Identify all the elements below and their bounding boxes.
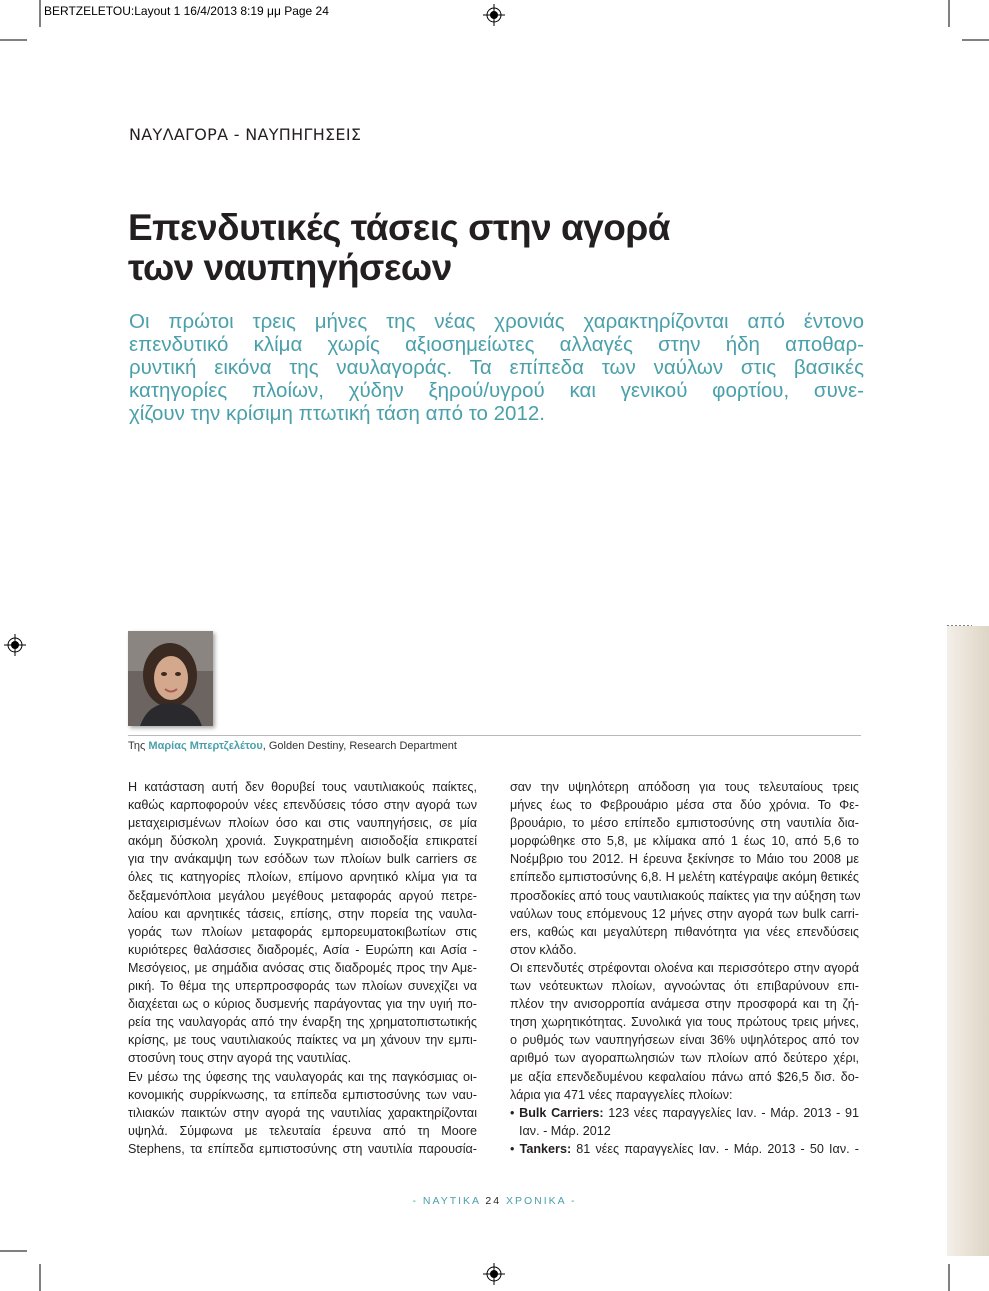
registration-mark-top	[483, 4, 505, 26]
text-line: μήνες έως το Φεβρουάριο μέσα στα δύο χρόνια. Το Φε-	[510, 798, 859, 813]
bullet-label: Bulk Carriers:	[519, 1105, 604, 1120]
text-line: λαίου και αρνητικές τάσεις, επίσης, στην πορεία της ναυλα-	[128, 906, 477, 921]
text-line: Stephens, τα επίπεδα εμπιστοσύνης στη ναυτιλία παρουσία-	[128, 1141, 477, 1156]
text-line: πλέον την ανισορροπία ανάμεσα στην προσφορά και τη ζή-	[510, 997, 859, 1012]
author-photo	[128, 631, 213, 726]
lede-line: επενδυτικό κλίμα χωρίς αξιοσημείωτες αλλαγές στην ήδη αποθαρ-	[129, 333, 864, 356]
article-lede	[129, 310, 864, 425]
text-line: με αξία επενδεδυμένου κεφαλαίου πάνω από $26,5 δισ. δο-	[510, 1069, 859, 1084]
text-line: Εν μέσω της ύφεσης της ναυλαγοράς και της παγκόσμιας οι-	[128, 1069, 477, 1084]
text-line: υψηλά. Σύμφωνα με τελευταία έρευνα από τη Moore	[128, 1123, 477, 1138]
section-title: ΝΑΥΛΑΓΟΡΑ - ΝΑΥΠΗΓΗΣΕΙΣ	[129, 125, 362, 144]
bullet-text: 81 νέες παραγγελίες Ιαν. - Μάρ. 2013 - 50 Ιαν. -	[571, 1141, 859, 1156]
bullet-item: • Bulk Carriers: 123 νέες παραγγελίες Ιαν. - Μάρ. 2013 - 91	[510, 1105, 859, 1120]
article-column-2	[510, 778, 859, 1158]
text-line: καθώς καρποφορούν νέες επενδύσεις τόσο στην αγορά των	[128, 798, 477, 813]
text-line: βρουάριο, το μέσο επίπεδο εμπιστοσύνης στη ναυτιλία δια-	[510, 816, 859, 831]
page-footer	[0, 1195, 989, 1207]
text-line: μορφώθηκε στο 5,8, με κλίμακα από 1 έως 10, από 5,6 το	[510, 834, 859, 849]
text-line: Μεσόγειος, με σημάδια ανόσας στις διαδρομές προς την Αμε-	[128, 960, 477, 975]
article-headline	[128, 208, 888, 288]
byline-divider	[128, 735, 861, 736]
text-line: Οι επενδυτές στρέφονται ολοένα και περισσότερο στην αγορά	[510, 960, 859, 975]
byline	[128, 740, 457, 752]
bullet-text: 123 νέες παραγγελίες Ιαν. - Μάρ. 2013 - 91	[603, 1105, 859, 1120]
byline-prefix: Της	[128, 740, 146, 752]
lede-line: κατηγορίες πλοίων, χύδην ξηρού/υγρού και γενικού φορτίου, συνε-	[129, 379, 864, 402]
registration-mark-bottom	[483, 1263, 505, 1285]
text-line: των νεότευκτων πλοίων, αγνοώντας ότι επιβαρύνουν επι-	[510, 979, 859, 994]
text-line: κυριότερες θαλάσσιες διαδρομές, Ασία - Ευρώπη και Ασία -	[128, 942, 477, 957]
headline-line: Επενδυτικές τάσεις στην αγορά	[128, 207, 670, 248]
text-line: όλες τις κατηγορίες πλοίων, επίμονο αρνητικό κλίμα για τα	[128, 870, 477, 885]
text-line: για την ανάκαμψη των εσόδων των πλοίων bulk carriers σε	[128, 852, 477, 867]
text-line: προσδοκίες από τους ναυτιλιακούς παίκτες για την αύξηση των	[510, 888, 861, 903]
text-line: ers, καθώς και μεγαλύτερη πιθανότητα για νέες επενδύσεις	[510, 924, 859, 939]
text-line: τιλιακών παικτών στην αγορά της ναυτιλίας χαρακτηρίζονται	[128, 1105, 477, 1120]
text-line: λάρια για 471 νέες παραγγελίες πλοίων:	[510, 1087, 733, 1102]
text-line: ρική. Το θέμα της υπερπροσφοράς των πλοίων συνεχίζει να	[128, 979, 477, 994]
author-affiliation: , Golden Destiny, Research Department	[262, 740, 457, 752]
text-line: δεξαμενόπλοια μεγάλου μεγέθους μεταφοράς αργού πετρε-	[128, 888, 477, 903]
article-column-1	[128, 778, 477, 1158]
footer-suffix: ΧΡΟΝΙΚΑ -	[501, 1195, 577, 1207]
text-line: αριθμό των αγοραπωλησιών των πλοίων από δεύτερο χέρι,	[510, 1051, 859, 1066]
text-line: ναύλων τους επόμενους 12 μήνες στην αγορά των bulk carri-	[510, 906, 859, 921]
text-line: σαν την υψηλότερη απόδοση για τους τελευταίους τρεις	[510, 780, 859, 794]
text-line: διαχέεται ως ο κύριος δυσμενής παράγοντας για την υγιή πο-	[128, 997, 477, 1012]
text-line: επίπεδο εμπιστοσύνης 6,8. Η μελέτη κατέγραψε ακόμη θετικές	[510, 870, 859, 885]
text-line: γοράς των πλοίων μεταφοράς εμπορευματοκιβωτίων στις	[128, 924, 477, 939]
text-line: μεταχειρισμένων πλοίων όσο και στις ναυπηγήσεις, σε μία	[128, 816, 477, 831]
text-line: τηση χωρητικότητας. Συνολικά για τους πρώτους τρεις μήνες,	[510, 1015, 859, 1030]
text-line: κρίσης, με τους ναυτιλιακούς παίκτες να μη χάνουν την εμπι-	[128, 1033, 477, 1048]
footer-prefix: - ΝΑΥΤΙΚΑ	[412, 1195, 486, 1207]
headline-line: των ναυπηγήσεων	[128, 247, 452, 288]
text-line: Νοέμβριο του 2012. Η έρευνα ξεκίνησε το Μάιο του 2008 με	[510, 852, 859, 867]
author-name: Μαρίας Μπερτζελέτου	[148, 740, 263, 752]
lede-line: χίζουν την κρίσιμη πτωτική τάση από το 2012.	[129, 402, 545, 425]
text-line: Η κατάσταση αυτή δεν θορυβεί τους ναυτιλιακούς παίκτες,	[128, 780, 477, 794]
text-line: στοσύνη τους στην αγορά της ναυτιλίας.	[128, 1051, 352, 1066]
text-line: ρεία της ναυλαγοράς από την έναρξη της χρηματοπιστωτικής	[128, 1015, 477, 1030]
page-number: 24	[485, 1195, 502, 1207]
text-line: στον κλάδο.	[510, 942, 577, 957]
text-line: ακόμη δύσκολη χρονιά. Συγκρατημένη αισιοδοξία επικρατεί	[128, 834, 477, 849]
bullet-label: Tankers:	[519, 1141, 572, 1156]
printer-slug: BERTZELETOU:Layout 1 16/4/2013 8:19 μμ Page 24	[44, 4, 329, 18]
text-line: ο ρυθμός των ναυπηγήσεων είναι 36% υψηλότερος από τον	[510, 1033, 859, 1048]
bullet-continuation: Ιαν. - Μάρ. 2012	[519, 1123, 611, 1138]
registration-mark-left	[4, 634, 26, 656]
page-edge-image-strip	[947, 626, 989, 1256]
lede-line: ρυντική εικόνα της ναυλαγοράς. Τα επίπεδα των ναύλων στις βασικές	[129, 356, 864, 379]
text-line: κονομικής συρρίκνωσης, τα επίπεδα εμπιστοσύνης των ναυ-	[128, 1087, 477, 1102]
lede-line: Οι πρώτοι τρεις μήνες της νέας χρονιάς χαρακτηρίζονται από έντονο	[129, 310, 864, 333]
bullet-item: • Tankers: 81 νέες παραγγελίες Ιαν. - Μάρ. 2013 - 50 Ιαν. -	[510, 1141, 859, 1156]
